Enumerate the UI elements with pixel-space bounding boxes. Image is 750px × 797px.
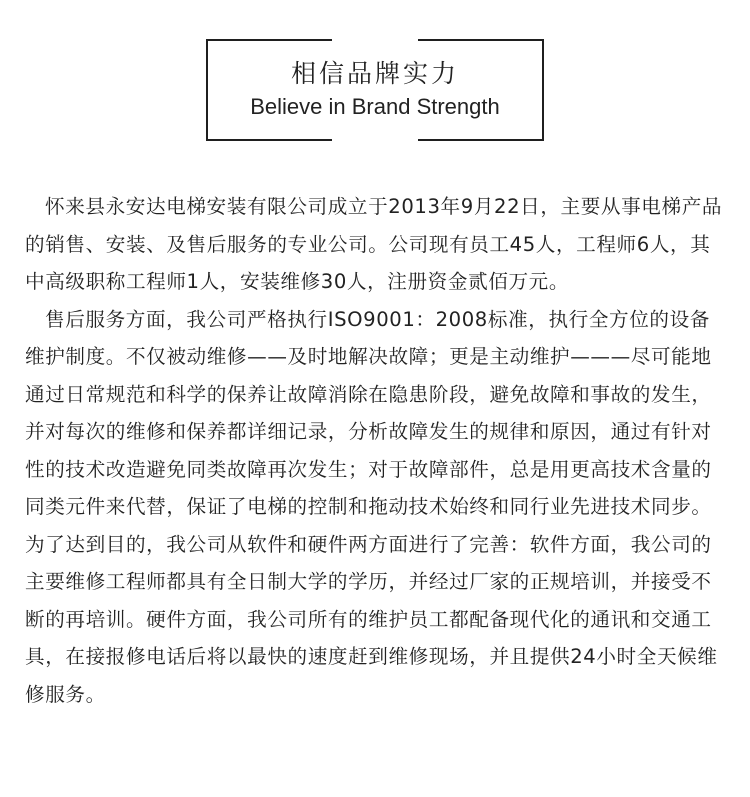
title-frame (206, 39, 544, 141)
frame-bottom-right-border (418, 139, 544, 141)
company-description (25, 188, 728, 713)
frame-left-border (206, 39, 208, 141)
frame-right-border (542, 39, 544, 141)
page-title-english: Believe in Brand Strength (250, 94, 500, 119)
frame-top-left-border (206, 39, 332, 41)
frame-bottom-left-border (206, 139, 332, 141)
intro-paragraph: 怀来县永安达电梯安装有限公司成立于2013年9月22日，主要从事电梯产品的销售、安装、及售后服务的专业公司。公司现有员工45人，工程师6人，其中高级职称工程师1人，安装维修30人，注册资金贰佰万元。 (25, 195, 723, 293)
page-title-chinese: 相信品牌实力 (290, 59, 459, 88)
frame-top-right-border (418, 39, 544, 41)
service-paragraph: 售后服务方面，我公司严格执行ISO9001：2008标准，执行全方位的设备维护制度。不仅被动维修——及时地解决故障；更是主动维护———尽可能地通过日常规范和科学的保养让故障消除在隐患阶段，避免故障和事故的发生，并对每次的维修和保养都详细记录，分析故障发生的规律和原因，通过有针对性的技术改造避免同类故障再次发生；对于故障部件，总是用更高技术含量的同类元件来代替，保证了电梯的控制和拖动技术始终和同行业先进技术同步。为了达到目的，我公司从软件和硬件两方面进行了完善：软件方面，我公司的主要维修工程师都具有全日制大学的学历，并经过厂家的正规培训，并接受不断的再培训。硬件方面，我公司所有的维护员工都配备现代化的通讯和交通工具，在接报修电话后将以最快的速度赶到维修现场，并且提供24小时全天候维修服务。 (25, 307, 718, 706)
